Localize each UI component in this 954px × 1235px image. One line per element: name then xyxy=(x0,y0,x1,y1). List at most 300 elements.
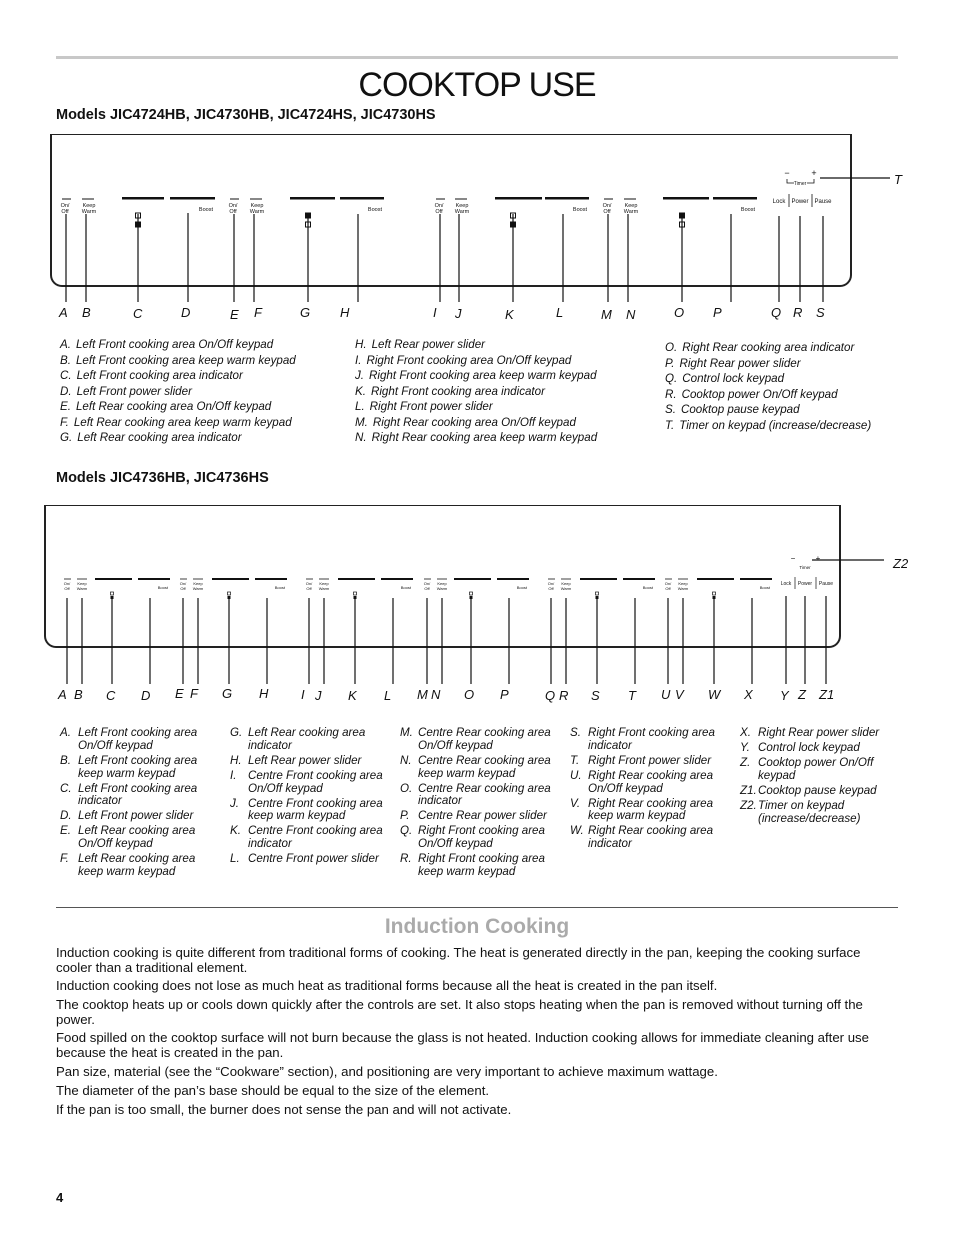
on-off-label: Off xyxy=(548,586,554,591)
legend-item xyxy=(230,798,392,824)
callout-letter: X xyxy=(744,687,753,702)
legend-text: Centre Rear cooking area indicator xyxy=(418,781,551,808)
keep-warm-label: Warm xyxy=(76,586,88,591)
control-panel-graphic-2 xyxy=(46,506,846,706)
legend-key: Z. xyxy=(740,755,751,769)
legend-text: Right Front cooking area indicator xyxy=(370,384,545,398)
legend-item xyxy=(740,742,900,755)
legend-key: N. xyxy=(400,753,412,767)
legend-key: K. xyxy=(230,824,241,838)
legend-text: Right Front cooking area On/Off keypad xyxy=(366,353,572,367)
callout-letter: P xyxy=(713,305,722,320)
keep-warm-label: Warm xyxy=(249,209,265,215)
callout-letter: I xyxy=(301,687,305,702)
legend-1-col-3 xyxy=(665,340,900,433)
on-off-label: Off xyxy=(229,209,237,215)
legend-2-col-1 xyxy=(60,727,220,881)
callout-letter: K xyxy=(348,688,357,703)
legend-key: M. xyxy=(355,415,368,429)
legend-text: Left Front cooking area On/Off keypad xyxy=(78,726,198,752)
callout-letter: R xyxy=(559,688,569,703)
power-slider-bar xyxy=(454,578,491,580)
power-slider-bar xyxy=(713,197,757,200)
power-slider-bar xyxy=(663,197,709,200)
legend-text: Right Front cooking area On/Off keypad xyxy=(418,824,545,851)
callout-letter: E xyxy=(230,307,239,322)
control-panel-diagram-1 xyxy=(50,134,852,287)
keep-warm-label: Keep xyxy=(77,581,87,586)
legend-item xyxy=(230,770,392,796)
legend-key: P. xyxy=(665,356,675,370)
legend-key: C. xyxy=(60,369,72,382)
boost-label: Boost xyxy=(274,585,285,590)
on-off-label: Off xyxy=(180,586,186,591)
legend-item xyxy=(230,853,392,866)
keep-warm-label: Warm xyxy=(192,586,204,591)
keep-warm-label: Warm xyxy=(318,586,330,591)
legend-key: H. xyxy=(355,338,367,351)
on-off-label: Off xyxy=(61,209,69,215)
callout-letter: T xyxy=(894,172,902,187)
on-off-label: On/ xyxy=(305,581,313,586)
indicator-square xyxy=(228,592,231,595)
power-slider-bar xyxy=(623,578,655,580)
pause-label: Pause xyxy=(814,199,832,205)
legend-text: Right Front power slider xyxy=(369,400,493,413)
legend-item xyxy=(355,384,655,400)
callout-letter: A xyxy=(59,305,68,320)
on-off-label: On/ xyxy=(179,581,187,586)
legend-text: Right Rear power slider xyxy=(679,356,801,370)
callout-letter: J xyxy=(315,688,322,703)
on-off-label: Off xyxy=(64,586,70,591)
legend-text: Left Rear power slider xyxy=(371,338,486,351)
on-off-label: On/ xyxy=(664,581,672,586)
legend-key: O. xyxy=(400,781,413,795)
legend-item xyxy=(400,853,562,879)
legend-key: E. xyxy=(60,824,71,838)
legend-2-col-3 xyxy=(400,727,562,881)
callout-letter: B xyxy=(82,305,91,320)
legend-key: S. xyxy=(665,403,676,416)
legend-text: Right Rear cooking area keep warm keypad xyxy=(371,431,598,444)
on-off-label: On/ xyxy=(228,203,238,209)
keep-warm-label: Warm xyxy=(436,586,448,591)
callout-letter: S xyxy=(591,688,600,703)
legend-item xyxy=(665,371,900,387)
legend-key: O. xyxy=(665,341,678,354)
callout-letter: O xyxy=(464,687,475,702)
legend-text: Right Rear cooking area On/Off keypad xyxy=(372,415,576,429)
power-label: Power xyxy=(797,581,813,587)
timer-plus: + xyxy=(811,168,817,178)
legend-item xyxy=(60,353,350,369)
callout-letter: N xyxy=(626,307,636,322)
legend-item xyxy=(60,810,220,823)
legend-item xyxy=(400,810,562,823)
page-number: 4 xyxy=(56,1190,64,1205)
legend-text: Timer on keypad (increase/decrease) xyxy=(679,418,872,432)
boost-label: Boost xyxy=(572,207,587,213)
induction-paragraph: Induction cooking is quite different from traditional forms of cooking. The heat is generated directly in the pan, keeping the cooking surface cooler than a traditional element. xyxy=(56,945,861,975)
legend-text: Left Rear cooking area keep warm keypad xyxy=(78,852,196,878)
power-slider-bar xyxy=(290,197,335,200)
timer-plus: + xyxy=(815,554,821,563)
page-title: COOKTOP USE xyxy=(358,66,596,104)
callout-letter: P xyxy=(500,687,509,702)
power-slider-bar xyxy=(697,578,734,580)
legend-item xyxy=(60,755,220,781)
callout-letter: W xyxy=(708,687,721,702)
callout-letter: O xyxy=(674,305,685,320)
legend-text: Left Front cooking area On/Off keypad xyxy=(75,338,274,351)
callout-letter: R xyxy=(793,305,803,320)
legend-item xyxy=(60,430,350,446)
legend-key: E. xyxy=(60,400,71,413)
callout-letter: S xyxy=(816,305,825,320)
on-off-label: Off xyxy=(435,209,443,215)
on-off-label: On/ xyxy=(602,203,612,209)
legend-key: D. xyxy=(60,384,72,398)
legend-key: D. xyxy=(60,809,72,823)
legend-key: W. xyxy=(570,824,584,838)
on-off-label: On/ xyxy=(547,581,555,586)
keep-warm-label: Keep xyxy=(437,581,447,586)
callout-letter: Z xyxy=(798,687,806,702)
legend-text: Left Rear cooking area keep warm keypad xyxy=(73,415,292,429)
callout-letter: L xyxy=(384,688,392,703)
timer-callout-line-2 xyxy=(812,552,892,572)
legend-item xyxy=(355,399,655,415)
legend-text: Centre Rear power slider xyxy=(418,809,547,823)
legend-key: B. xyxy=(60,753,71,767)
legend-item xyxy=(570,770,732,796)
legend-text: Left Front power slider xyxy=(78,809,194,823)
legend-text: Cooktop power On/Off keypad xyxy=(758,755,874,782)
keep-warm-label: Warm xyxy=(560,586,572,591)
power-slider-bar xyxy=(740,578,772,580)
legend-text: Left Front cooking area keep warm keypad xyxy=(78,753,198,780)
legend-text: Left Rear power slider xyxy=(248,753,362,767)
on-off-label: On/ xyxy=(60,203,70,209)
legend-item xyxy=(355,337,655,353)
indicator-square xyxy=(596,592,599,595)
legend-key: F. xyxy=(60,415,69,429)
callout-letter: E xyxy=(175,686,184,701)
callout-letter: C xyxy=(106,688,116,703)
callout-letter: B xyxy=(74,687,83,702)
legend-item xyxy=(570,825,732,851)
keep-warm-label: Keep xyxy=(82,203,96,209)
legend-text: Cooktop pause keypad xyxy=(758,783,877,797)
boost-label: Boost xyxy=(198,207,213,213)
keep-warm-label: Warm xyxy=(623,209,639,215)
legend-1-col-2 xyxy=(355,337,655,446)
keep-warm-label: Keep xyxy=(561,581,571,586)
boost-label: Boost xyxy=(759,585,770,590)
on-off-label: Off xyxy=(665,586,671,591)
callout-letter: T xyxy=(628,688,636,703)
legend-key: T. xyxy=(570,753,580,767)
legend-key: A. xyxy=(60,338,71,351)
legend-key: L. xyxy=(355,400,365,413)
legend-item xyxy=(355,353,655,369)
legend-item xyxy=(60,853,220,879)
callout-letter: F xyxy=(190,686,198,701)
legend-item xyxy=(355,368,655,384)
legend-text: Control lock keypad xyxy=(758,740,860,754)
legend-key: P. xyxy=(400,809,410,823)
lock-label: Lock xyxy=(780,581,792,587)
legend-item xyxy=(355,415,655,431)
callout-letter: F xyxy=(254,305,262,320)
keep-warm-label: Warm xyxy=(677,586,689,591)
legend-item xyxy=(400,783,562,809)
legend-key: R. xyxy=(400,852,412,866)
legend-key: B. xyxy=(60,353,71,367)
indicator-square xyxy=(111,592,114,595)
timer-minus: − xyxy=(784,168,790,178)
legend-key: L. xyxy=(230,852,240,866)
legend-key: J. xyxy=(230,796,240,810)
callout-letter: D xyxy=(141,688,151,703)
legend-text: Left Rear cooking area indicator xyxy=(77,431,242,444)
legend-item xyxy=(740,757,900,783)
legend-text: Left Front cooking area indicator xyxy=(78,781,198,808)
callout-letter: M xyxy=(601,307,612,322)
power-slider-bar xyxy=(255,578,287,580)
legend-key: Z2. xyxy=(740,798,757,812)
callout-letter: G xyxy=(300,305,311,320)
legend-text: Right Front cooking area indicator xyxy=(588,726,715,752)
legend-text: Left Front cooking area indicator xyxy=(76,369,243,382)
legend-item xyxy=(740,800,900,826)
legend-item xyxy=(665,387,900,403)
legend-item xyxy=(570,798,732,824)
legend-text: Control lock keypad xyxy=(682,372,785,385)
model-heading-1: Models JIC4724HB, JIC4730HB, JIC4724HS, JIC4730HS xyxy=(56,107,436,123)
legend-key: G. xyxy=(60,431,73,444)
legend-item xyxy=(60,368,350,384)
power-slider-bar xyxy=(95,578,132,580)
timer-minus: − xyxy=(790,554,796,563)
on-off-label: Off xyxy=(424,586,430,591)
induction-heading: Induction Cooking xyxy=(384,915,570,938)
legend-text: Cooktop pause keypad xyxy=(680,403,800,416)
legend-key: Q. xyxy=(665,372,678,385)
callout-letter: Y xyxy=(780,688,789,703)
keep-warm-label: Keep xyxy=(455,203,469,209)
callout-letter: Z2 xyxy=(893,556,909,571)
legend-key: Q. xyxy=(400,824,413,838)
legend-key: T. xyxy=(665,418,675,432)
legend-text: Cooktop power On/Off keypad xyxy=(681,387,838,401)
on-off-label: Off xyxy=(306,586,312,591)
indicator-square xyxy=(354,592,357,595)
keep-warm-label: Keep xyxy=(624,203,638,209)
callout-letter: Q xyxy=(771,305,782,320)
legend-item xyxy=(740,785,900,798)
keep-warm-label: Keep xyxy=(319,581,329,586)
induction-paragraph: If the pan is too small, the burner does not sense the pan and will not activate. xyxy=(56,1102,512,1117)
legend-text: Right Front power slider xyxy=(588,753,712,767)
keep-warm-label: Keep xyxy=(250,203,264,209)
legend-text: Left Rear cooking area On/Off keypad xyxy=(78,824,196,851)
induction-paragraph: Induction cooking does not lose as much heat as traditional forms because all the heat is created in the pan itself. xyxy=(56,978,718,993)
legend-text: Left Rear cooking area On/Off keypad xyxy=(75,400,272,413)
legend-item xyxy=(400,727,562,753)
legend-key: C. xyxy=(60,781,72,795)
pause-label: Pause xyxy=(818,581,834,587)
legend-key: H. xyxy=(230,753,242,767)
callout-letter: M xyxy=(417,687,428,702)
legend-item xyxy=(60,415,350,431)
legend-key: J. xyxy=(355,369,365,382)
keep-warm-label: Warm xyxy=(81,209,97,215)
legend-2-col-4 xyxy=(570,727,732,853)
callout-letter: Z1 xyxy=(819,687,835,702)
timer-label: Timer xyxy=(793,181,807,187)
lock-label: Lock xyxy=(772,199,786,205)
legend-item xyxy=(570,727,732,753)
legend-1-col-1 xyxy=(60,337,350,446)
legend-key: A. xyxy=(60,726,71,739)
callout-letter: L xyxy=(556,305,564,320)
control-panel-graphic-1 xyxy=(52,135,854,335)
legend-item xyxy=(665,402,900,418)
legend-item xyxy=(400,755,562,781)
legend-item xyxy=(60,337,350,353)
power-slider-bar xyxy=(138,578,170,580)
legend-text: Right Front cooking area keep warm keypad xyxy=(369,369,597,382)
boost-label: Boost xyxy=(157,585,168,590)
power-slider-bar xyxy=(545,197,589,200)
legend-text: Centre Rear cooking area On/Off keypad xyxy=(418,726,551,752)
legend-key: R. xyxy=(665,387,677,401)
top-rule xyxy=(56,56,898,59)
keep-warm-label: Keep xyxy=(193,581,203,586)
power-slider-bar xyxy=(122,197,164,200)
legend-2-col-5 xyxy=(740,727,900,828)
legend-text: Centre Front cooking area keep warm keypad xyxy=(248,796,383,823)
boost-label: Boost xyxy=(400,585,411,590)
power-label: Power xyxy=(791,199,809,205)
legend-text: Right Rear cooking area On/Off keypad xyxy=(588,768,714,795)
legend-key: Y. xyxy=(740,740,750,754)
legend-item xyxy=(740,727,900,740)
legend-text: Left Rear cooking area indicator xyxy=(248,726,366,752)
legend-text: Centre Front cooking area On/Off keypad xyxy=(248,768,383,795)
legend-item xyxy=(60,727,220,753)
legend-item xyxy=(665,340,900,356)
legend-key: V. xyxy=(570,796,581,810)
model-heading-2: Models JIC4736HB, JIC4736HS xyxy=(56,470,269,486)
callout-letter: G xyxy=(222,686,233,701)
legend-key: X. xyxy=(740,726,751,739)
callout-letter: N xyxy=(431,687,441,702)
legend-item xyxy=(60,384,350,400)
control-panel-diagram-2 xyxy=(44,505,841,648)
legend-text: Timer on keypad (increase/decrease) xyxy=(758,798,861,825)
legend-text: Right Rear cooking area keep warm keypad xyxy=(588,796,714,823)
legend-item xyxy=(230,825,392,851)
boost-label: Boost xyxy=(642,585,653,590)
callout-letter: H xyxy=(259,686,269,701)
callout-letter: Q xyxy=(545,688,556,703)
legend-key: I. xyxy=(230,768,237,782)
timer-bracket xyxy=(807,179,814,183)
induction-paragraph: The diameter of the pan’s base should be equal to the size of the element. xyxy=(56,1083,490,1098)
legend-text: Right Rear power slider xyxy=(758,726,880,739)
power-slider-bar xyxy=(497,578,529,580)
legend-key: N. xyxy=(355,431,367,444)
on-off-label: On/ xyxy=(423,581,431,586)
power-slider-bar xyxy=(381,578,413,580)
legend-text: Centre Front cooking area indicator xyxy=(248,824,383,851)
power-slider-bar xyxy=(580,578,617,580)
legend-text: Left Front cooking area keep warm keypad xyxy=(75,353,296,367)
legend-key: K. xyxy=(355,384,366,398)
on-off-label: Off xyxy=(603,209,611,215)
keep-warm-label: Keep xyxy=(678,581,688,586)
on-off-label: On/ xyxy=(63,581,71,586)
power-slider-bar xyxy=(495,197,542,200)
timer-callout-line-1 xyxy=(820,170,900,190)
power-slider-bar xyxy=(212,578,249,580)
timer-label: Timer xyxy=(799,565,811,570)
legend-item xyxy=(570,755,732,768)
power-slider-bar xyxy=(170,197,215,200)
legend-item xyxy=(230,755,392,768)
legend-text: Right Rear cooking area indicator xyxy=(588,824,714,851)
boost-label: Boost xyxy=(740,207,755,213)
callout-letter: C xyxy=(133,306,143,321)
induction-paragraph: The cooktop heats up or cools down quickly after the controls are set. It also stops heating when the pan is removed without turning off the power. xyxy=(56,997,863,1027)
legend-item xyxy=(400,825,562,851)
callout-letter: U xyxy=(661,687,671,702)
legend-text: Left Front power slider xyxy=(76,384,192,398)
on-off-label: On/ xyxy=(434,203,444,209)
legend-key: M. xyxy=(400,726,413,739)
legend-item xyxy=(665,418,900,434)
indicator-square xyxy=(470,592,473,595)
legend-2-col-2 xyxy=(230,727,392,868)
callout-letter: V xyxy=(675,687,684,702)
boost-label: Boost xyxy=(367,207,382,213)
callout-letter: H xyxy=(340,305,350,320)
callout-letter: D xyxy=(181,305,191,320)
legend-key: S. xyxy=(570,726,581,739)
indicator-square xyxy=(713,592,716,595)
boost-label: Boost xyxy=(516,585,527,590)
legend-text: Right Rear cooking area indicator xyxy=(682,341,855,354)
callout-letter: A xyxy=(58,687,67,702)
callout-letter: I xyxy=(433,305,437,320)
legend-item xyxy=(60,783,220,809)
legend-item xyxy=(230,727,392,753)
legend-item xyxy=(60,825,220,851)
section-rule xyxy=(56,907,898,908)
keep-warm-label: Warm xyxy=(454,209,470,215)
callout-letter: K xyxy=(505,307,514,322)
induction-paragraph: Food spilled on the cooktop surface will not burn because the glass is not heated. Induction cooking allows for immediate cleaning after use because the heat is created in the pan. xyxy=(56,1030,869,1060)
legend-item xyxy=(665,356,900,372)
power-slider-bar xyxy=(338,578,375,580)
legend-key: U. xyxy=(570,768,582,782)
power-slider-bar xyxy=(340,197,384,200)
callout-letter: J xyxy=(455,306,462,321)
legend-text: Centre Front power slider xyxy=(248,852,379,866)
